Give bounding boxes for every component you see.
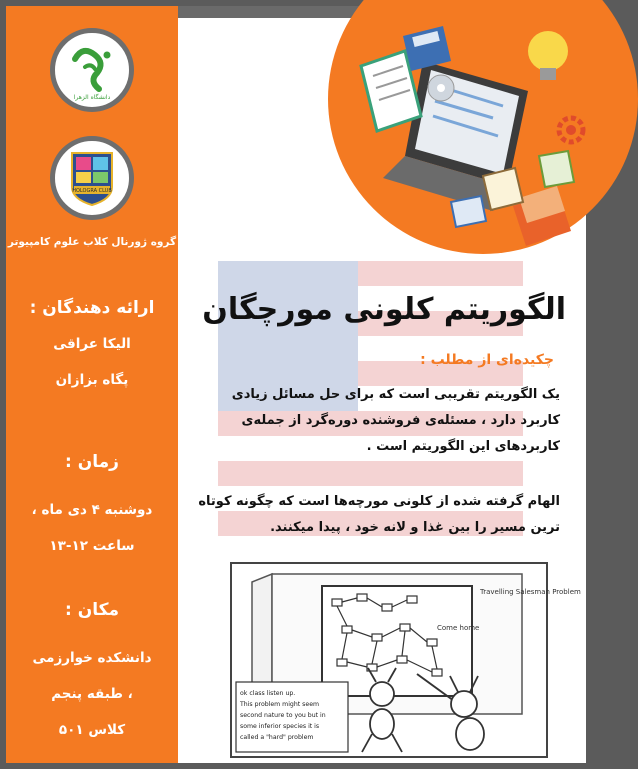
time-line-2: ساعت ۱۲-۱۳ [49, 538, 135, 554]
gear-icon [559, 118, 583, 142]
place-title: مکان : [64, 600, 120, 620]
paragraph-1-line-2: کاربرد دارد ، مسئله‌ی فروشنده دوره‌گرد از جمله‌ی [241, 413, 560, 428]
cd-icon [428, 75, 454, 101]
university-logo [50, 28, 134, 112]
cartoon-image [230, 562, 581, 758]
alzahra-logo-icon [55, 33, 129, 107]
place-line-3: کلاس ۵۰۱ [58, 722, 126, 738]
club-shield-icon [55, 141, 129, 215]
ant-classroom-cartoon [232, 564, 581, 756]
place-line-1: دانشکده خوارزمی [32, 650, 152, 666]
time-line-1: دوشنبه ۴ دی ماه ، [31, 502, 153, 518]
paragraph-2-line-2: ترین مسیر را بین غذا و لانه خود ، پیدا میکنند. [270, 520, 560, 535]
home-label: Come home [437, 624, 480, 632]
lightbulb-icon [528, 31, 568, 80]
paragraph-2-line-1: الهام گرفته شده از کلونی مورچه‌ها است که چگونه کوتاه [198, 494, 560, 509]
svg-text:HOLOGRA CLUB: HOLOGRA CLUB [72, 188, 112, 194]
poster [6, 6, 586, 763]
paragraph-1-line-3: کاربردهای این الگوریتم است . [366, 439, 560, 454]
presenters-title: ارائه دهندگان : [29, 298, 155, 318]
board-label: Travelling Salesman Problem [480, 588, 581, 596]
svg-text:دانشگاه الزهرا: دانشگاه الزهرا [73, 94, 111, 101]
abstract-heading: چکیده‌ای از مطلب : [420, 352, 554, 368]
page-title: الگوریتم کلونی مورچگان [202, 292, 566, 327]
club-name: گروه ژورنال کلاب علوم کامپیوتر [7, 236, 177, 248]
time-title: زمان : [65, 452, 119, 472]
hero-illustration [343, 6, 586, 256]
calculator-icon [403, 26, 451, 71]
sidebar [6, 6, 178, 763]
abstract-paragraph-2 [198, 489, 560, 541]
main-area [178, 6, 586, 763]
blackboard [322, 586, 472, 696]
place-line-2: ، طبقه پنجم [51, 686, 133, 702]
club-logo [50, 136, 134, 220]
presenter-1: الیکا عراقی [53, 336, 131, 352]
paragraph-1-line-1: یک الگوریتم تقریبی است که برای حل مسائل زیادی [231, 387, 560, 402]
abstract-paragraph-1 [198, 382, 560, 460]
speech-text: ok class listen up. This problem might seem second nature to you but in some inferior species it is called a "hard" problem [240, 690, 326, 741]
presenter-2: پگاه بزازان [55, 372, 129, 388]
